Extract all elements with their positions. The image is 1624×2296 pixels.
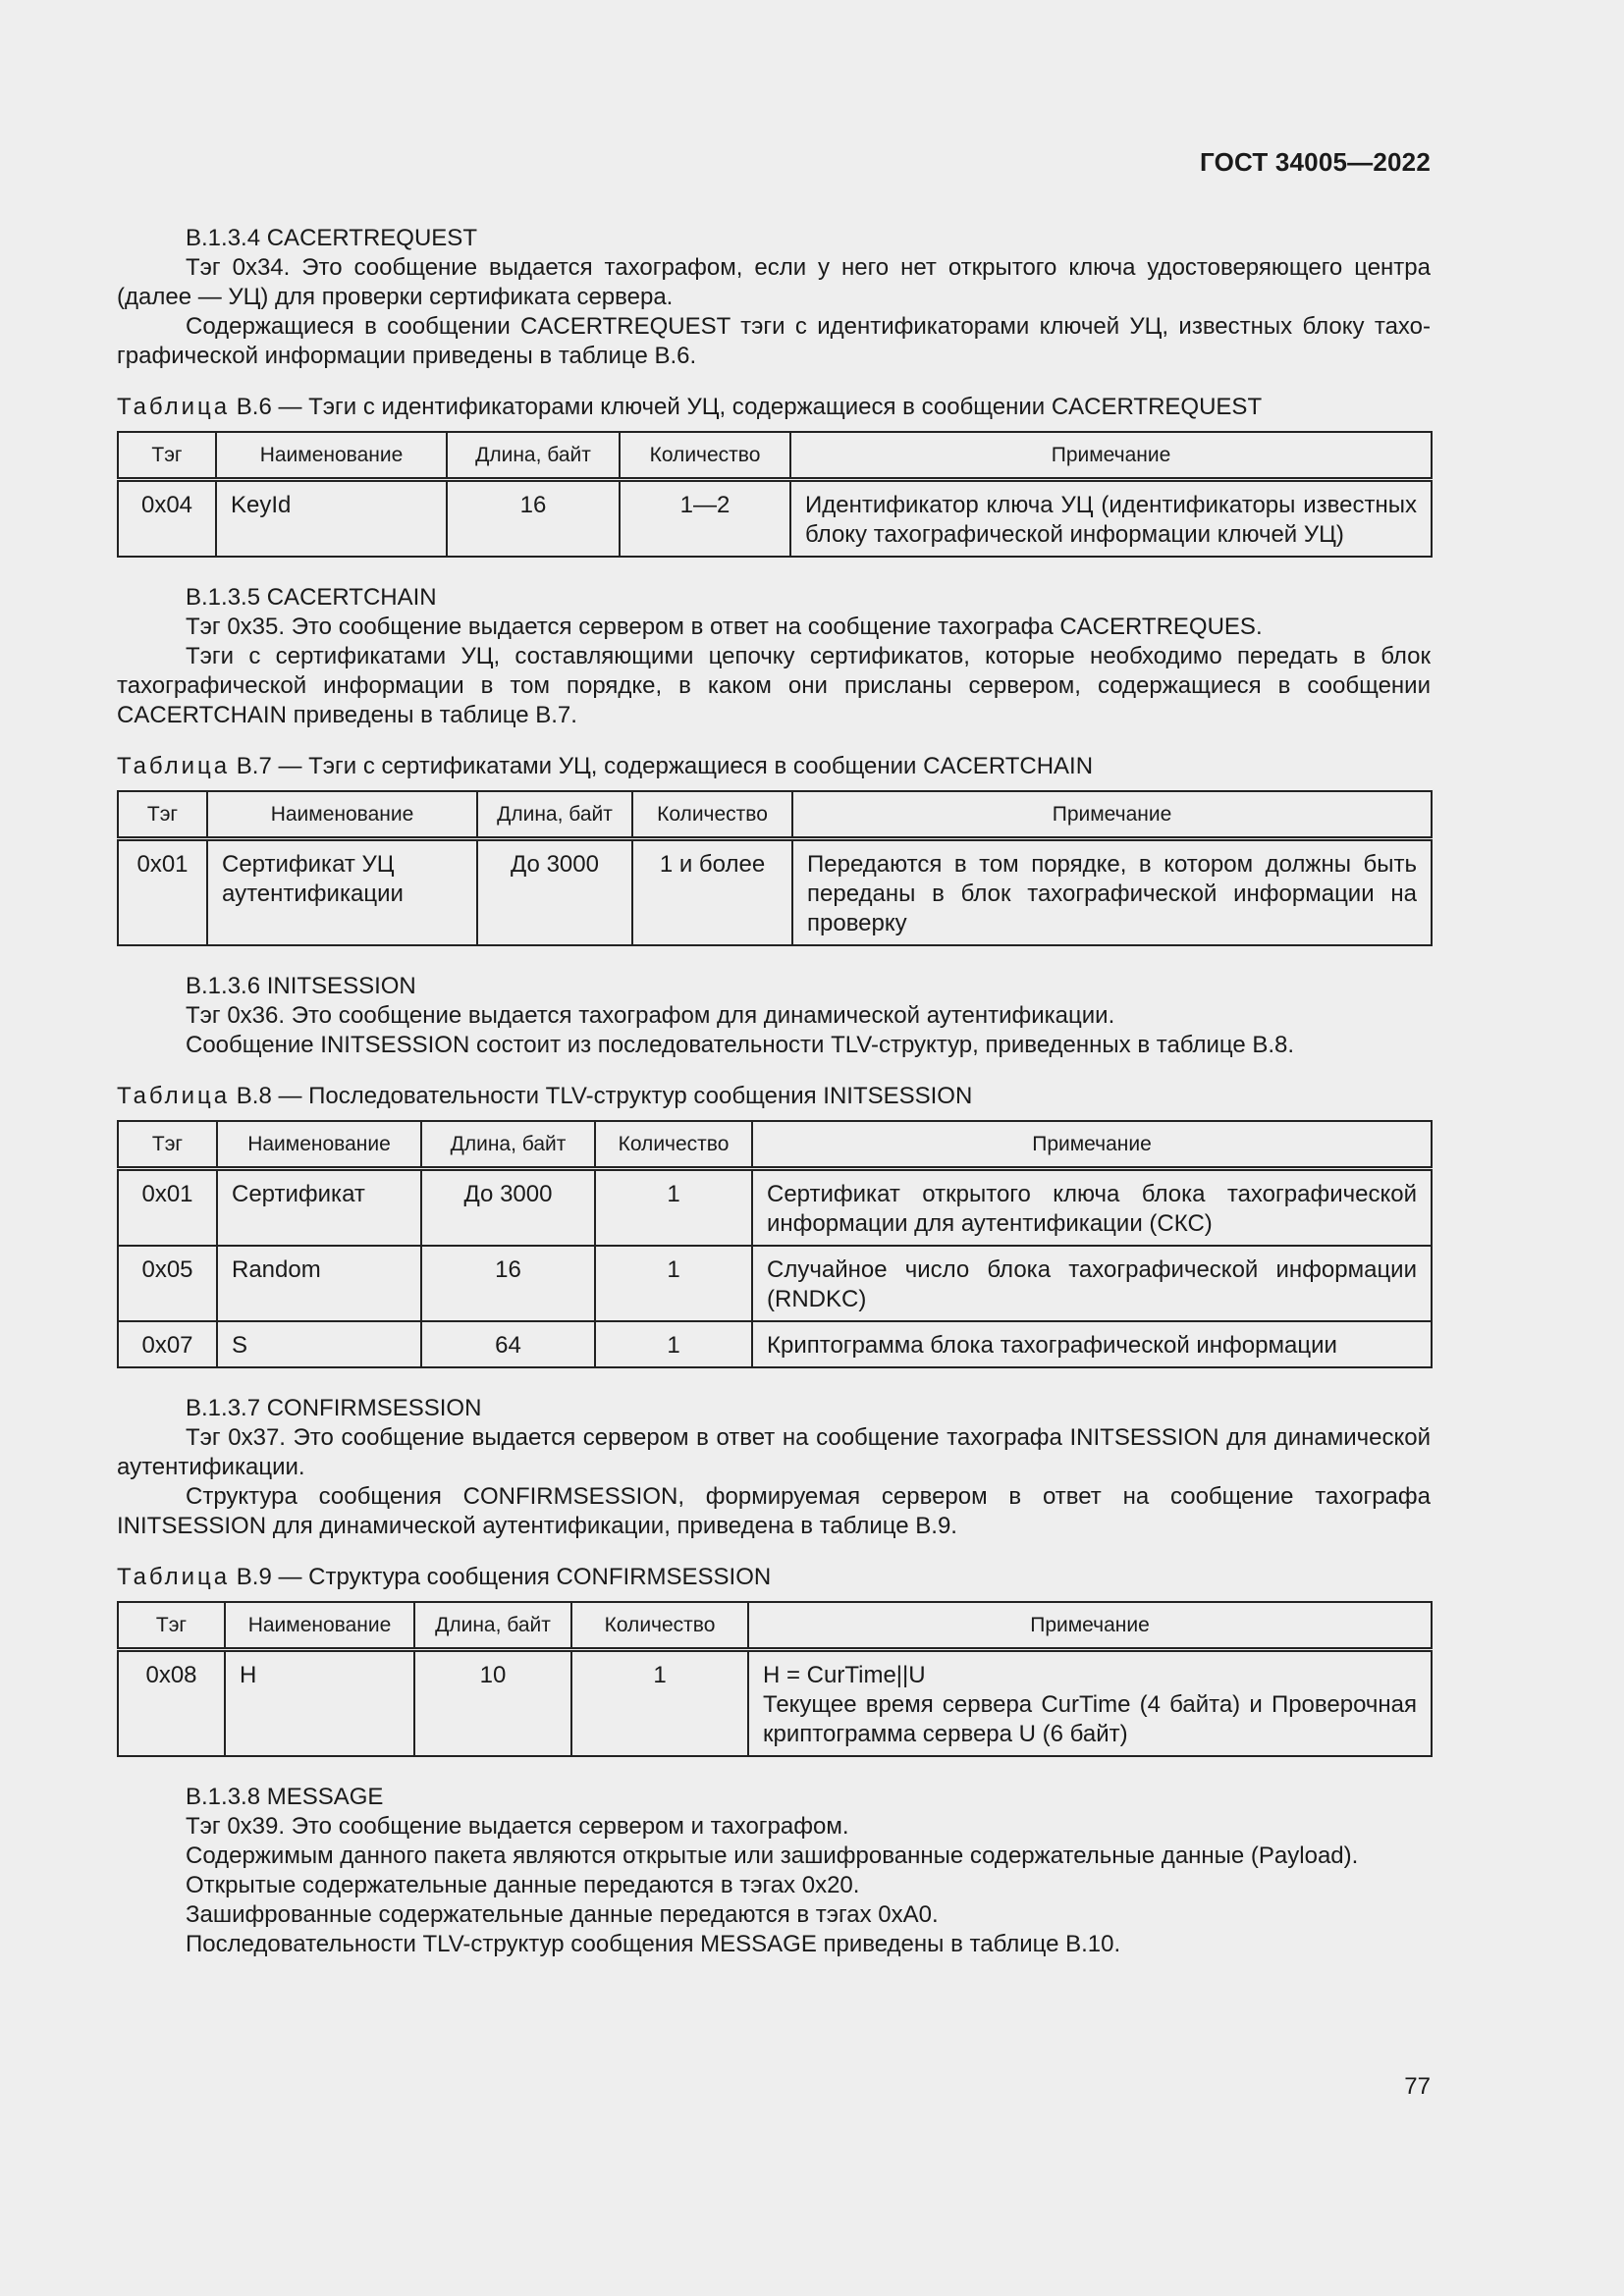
table-cell: H [225,1650,414,1757]
table-caption-text: В.6 — Тэги с идентификаторами ключей УЦ, содержащиеся в сообщении CACERTREQUEST [236,394,1263,420]
table-cell: 0x01 [118,1169,217,1247]
table-cell: 16 [421,1246,595,1321]
table-cell: Случайное число блока тахографической информации (RNDKC) [752,1246,1432,1321]
table-cell: 0x01 [118,839,207,946]
page-number: 77 [1404,2073,1431,2100]
table-caption-text: В.7 — Тэги с сертификатами УЦ, содержащиеся в сообщении CACERTCHAIN [236,753,1094,779]
table-cell: Сертификат УЦ аутентификации [207,839,477,946]
table-cell: Идентификатор ключа УЦ (идентификаторы известных блоку тахографической информации ключей УЦ) [790,480,1432,558]
column-header: Наименование [225,1602,414,1650]
table-caption-label: Таблица [117,1564,231,1590]
column-header: Количество [571,1602,748,1650]
column-header: Длина, байт [477,791,632,839]
column-header: Количество [620,432,790,480]
table-cell: 10 [414,1650,571,1757]
body-paragraph: Содержимым данного пакета являются открытые или зашифрованные содержательные данные (Payload). [186,1842,1359,1869]
column-header: Примечание [790,432,1432,480]
column-header: Примечание [752,1121,1432,1169]
data-table [117,431,1433,558]
section-heading: В.1.3.8 MESSAGE [186,1784,384,1810]
section [117,224,1431,583]
section-heading: В.1.3.4 CACERTREQUEST [186,225,477,251]
table-row [118,1246,1432,1321]
table-cell: 0x04 [118,480,216,558]
table-header-row [118,432,1432,480]
table-cell: 1—2 [620,480,790,558]
column-header: Количество [632,791,792,839]
table-cell: 64 [421,1321,595,1367]
section [117,972,1431,1394]
column-header: Количество [595,1121,752,1169]
table-caption [117,1563,1431,1592]
body-paragraph: Тэг 0x36. Это сообщение выдается тахографом для динамической аутентификации. [186,1002,1115,1029]
section-heading: В.1.3.6 INITSESSION [186,973,416,999]
section-heading: В.1.3.5 CACERTCHAIN [186,584,437,611]
column-header: Длина, байт [447,432,620,480]
column-header: Тэг [118,1121,217,1169]
section [117,1783,1431,1959]
column-header: Примечание [748,1602,1432,1650]
table-cell: H = CurTime||U Текущее время сервера CurTime (4 байта) и Проверочная криптограмма сервера U (6 байт) [748,1650,1432,1757]
table-header-row [118,1602,1432,1650]
column-header: Длина, байт [421,1121,595,1169]
table-caption [117,393,1431,422]
column-header: Тэг [118,791,207,839]
body-paragraph: Зашифрованные содержательные данные передаются в тэгах 0xA0. [186,1901,939,1928]
body-paragraph: Содержащиеся в сообщении CACERTREQUEST тэги с идентификаторами ключей УЦ, известных блоку тахографической информации приведены в таблице В.6. [117,313,1431,369]
table-cell: 1 и более [632,839,792,946]
column-header: Длина, байт [414,1602,571,1650]
body-paragraph: Тэг 0x34. Это сообщение выдается тахографом, если у него нет открытого ключа удостоверяющего центра (далее — УЦ) для проверки сертификата сервера. [117,254,1431,310]
section [117,583,1431,972]
table-caption-text: В.8 — Последовательности TLV-структур сообщения INITSESSION [236,1083,973,1109]
table-header-row [118,791,1432,839]
table-cell: 0x07 [118,1321,217,1367]
column-header: Наименование [217,1121,421,1169]
standard-header: ГОСТ 34005—2022 [1200,147,1431,177]
body-paragraph: Тэг 0x37. Это сообщение выдается сервером в ответ на сообщение тахографа INITSESSION для динамической аутентификации. [117,1424,1431,1480]
table-row [118,1650,1432,1757]
table-cell: Криптограмма блока тахографической информации [752,1321,1432,1367]
table-caption-label: Таблица [117,1083,231,1109]
table-cell: До 3000 [477,839,632,946]
column-header: Наименование [207,791,477,839]
table-caption-label: Таблица [117,753,231,779]
body-paragraph: Последовательности TLV-структур сообщения MESSAGE приведены в таблице В.10. [186,1931,1121,1957]
table-cell: Передаются в том порядке, в котором должны быть переданы в блок тахографической информации на проверку [792,839,1432,946]
body-paragraph: Открытые содержательные данные передаются в тэгах 0x20. [186,1872,860,1898]
data-table [117,790,1433,946]
table-cell: 1 [595,1246,752,1321]
page-content [117,224,1431,1959]
table-cell: Сертификат открытого ключа блока тахографической информации для аутентификации (СКС) [752,1169,1432,1247]
column-header: Тэг [118,432,216,480]
table-cell: 1 [595,1169,752,1247]
body-paragraph: Тэг 0x39. Это сообщение выдается сервером и тахографом. [186,1813,849,1840]
table-cell: 0x08 [118,1650,225,1757]
section-heading: В.1.3.7 CONFIRMSESSION [186,1395,482,1421]
column-header: Наименование [216,432,447,480]
table-caption [117,752,1431,781]
table-caption [117,1082,1431,1111]
table-header-row [118,1121,1432,1169]
table-cell: KeyId [216,480,447,558]
table-cell: Сертификат [217,1169,421,1247]
body-paragraph: Сообщение INITSESSION состоит из последовательности TLV-структур, приведенных в таблице В.8. [186,1032,1295,1058]
section [117,1394,1431,1783]
table-row [118,1321,1432,1367]
body-paragraph: Тэги с сертификатами УЦ, составляющими цепочку сертификатов, которые необходимо передать в блок тахографической информации в том порядке, в каком они присланы сервером, содержащиеся в сообщении CACERTCHAIN приведены в таблице В.7. [117,643,1431,728]
table-row [118,480,1432,558]
column-header: Примечание [792,791,1432,839]
data-table [117,1120,1433,1368]
table-cell: 1 [571,1650,748,1757]
table-cell: До 3000 [421,1169,595,1247]
table-caption-text: В.9 — Структура сообщения CONFIRMSESSION [236,1564,772,1590]
table-row [118,1169,1432,1247]
body-paragraph: Тэг 0x35. Это сообщение выдается сервером в ответ на сообщение тахографа CACERTREQUES. [186,614,1263,640]
table-cell: 1 [595,1321,752,1367]
table-cell: Random [217,1246,421,1321]
data-table [117,1601,1433,1757]
table-row [118,839,1432,946]
table-cell: S [217,1321,421,1367]
body-paragraph: Структура сообщения CONFIRMSESSION, формируемая сервером в ответ на сообщение тахографа INITSESSION для динамической аутентификации, приведена в таблице В.9. [117,1483,1431,1539]
table-caption-label: Таблица [117,394,231,420]
table-cell: 0x05 [118,1246,217,1321]
table-cell: 16 [447,480,620,558]
column-header: Тэг [118,1602,225,1650]
